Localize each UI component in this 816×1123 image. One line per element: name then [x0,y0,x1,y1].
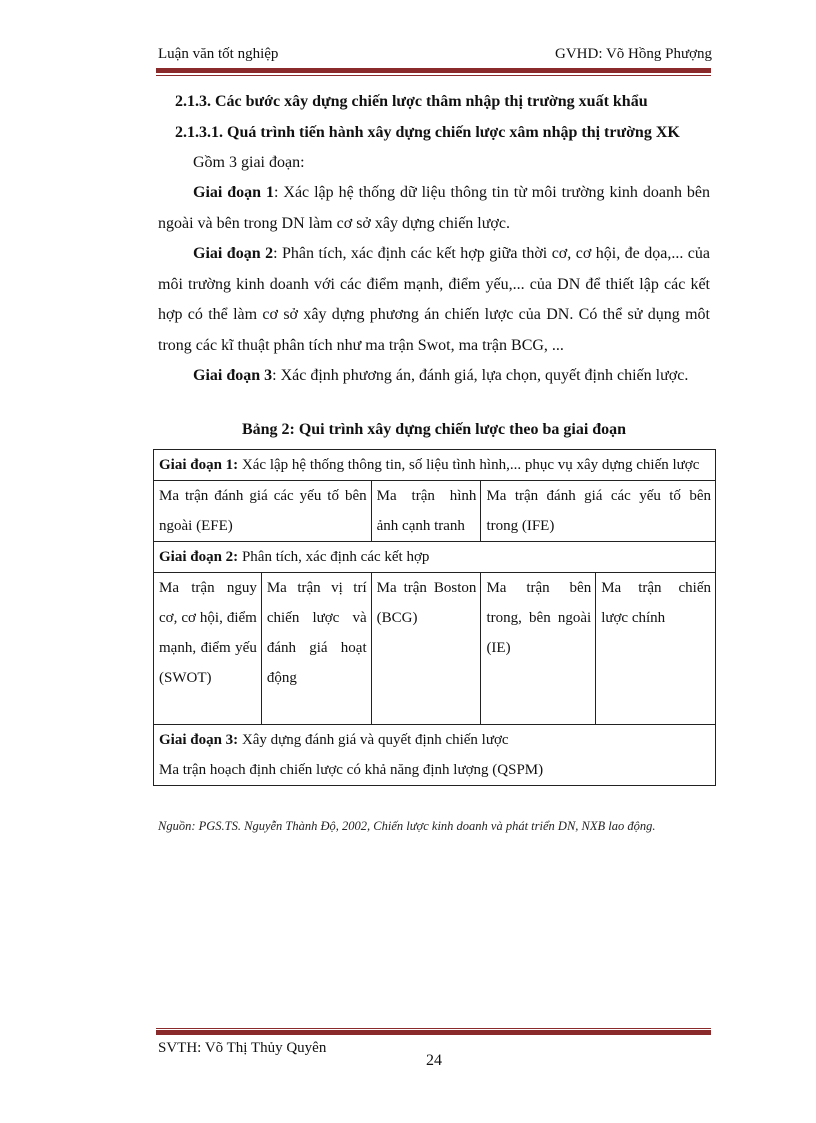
ife-cell: Ma trận đánh giá các yếu tố bên trong (IFE) [481,481,716,542]
stage3-paragraph [158,361,710,392]
stage3-cell-line1 [159,725,711,755]
stage2-cell-label: Giai đoạn 2: [159,549,239,565]
paragraph-stage1 [158,178,710,239]
table-row [154,542,716,573]
stage1-text: : Xác lập hệ thống dữ liệu thông tin từ môi trường kinh doanh bên ngoài và bên trong DN làm cơ sở xây dựng chiến lược. [158,184,710,232]
stage3-text: : Xác định phương án, đánh giá, lựa chọn, quyết định chiến lược. [272,367,689,384]
stage3-label: Giai đoạn 3 [193,367,273,384]
footer-rule [156,1030,711,1035]
space-cell: Ma trận vị trí chiến lược và đánh giá hoạt động [261,573,371,725]
table-row [154,573,716,725]
header-rule-thin [156,75,711,76]
stage1-label: Giai đoạn 1 [193,184,275,201]
subsection-heading: 2.1.3.1. Quá trình tiến hành xây dựng chiến lược xâm nhập thị trường XK [175,124,680,141]
stage2-text: : Phân tích, xác định các kết hợp giữa thời cơ, cơ hội, đe dọa,... của môi trường kinh doanh với các điểm mạnh, điểm yếu,... của DN để thiết lập các kết hợp có thể làm cơ sở xây dựng phương án chiến lược của DN. Có thể sử dụng môt trong các kĩ thuật phân tích như ma trận Swot, ma trận BCG, ... [158,245,710,354]
table-row [154,725,716,786]
footer-author: SVTH: Võ Thị Thủy Quyên [158,1040,327,1056]
stage3-cell [154,725,716,786]
stage1-paragraph [158,178,710,239]
efe-cell: Ma trận đánh giá các yếu tố bên ngoài (EFE) [154,481,372,542]
page-number: 24 [426,1052,442,1069]
table-row [154,481,716,542]
swot-cell: Ma trận nguy cơ, cơ hội, điểm mạnh, điểm yếu (SWOT) [154,573,262,725]
paragraph-intro [158,148,710,179]
stage2-cell [154,542,716,573]
grand-strategy-cell: Ma trận chiến lược chính [596,573,716,725]
qspm-line: Ma trận hoạch định chiến lược có khả năng định lượng (QSPM) [159,762,544,778]
intro-text: Gồm 3 giai đoạn: [193,154,305,171]
stage2-paragraph [158,239,710,361]
ie-cell: Ma trận bên trong, bên ngoài (IE) [481,573,596,725]
header-right: GVHD: Võ Hồng Phượng [555,46,713,62]
competitive-profile-cell: Ma trận hình ảnh cạnh tranh [371,481,481,542]
header-rule [156,68,711,73]
paragraph-stage3 [158,361,710,392]
stage2-cell-text: Phân tích, xác định các kết hợp [238,549,430,565]
stage1-cell [154,450,716,481]
stage2-label: Giai đoạn 2 [193,245,274,262]
stage3-cell-text: Xây dựng đánh giá và quyết định chiến lược [238,732,509,748]
paragraph-stage2 [158,239,710,361]
table-row [154,450,716,481]
header-left: Luận văn tốt nghiệp [158,46,279,62]
stage3-cell-label: Giai đoạn 3: [159,732,239,748]
bcg-cell: Ma trận Boston (BCG) [371,573,481,725]
strategy-process-table [153,449,716,786]
table-caption: Bảng 2: Qui trình xây dựng chiến lược theo ba giai đoạn [241,421,627,438]
source-note: Nguồn: PGS.TS. Nguyễn Thành Độ, 2002, Chiến lược kinh doanh và phát triển DN, NXB lao động. [158,819,656,833]
stage1-cell-label: Giai đoạn 1: [159,457,239,473]
footer-rule-thin [156,1028,711,1029]
section-heading: 2.1.3. Các bước xây dựng chiến lược thâm nhập thị trường xuất khẩu [175,93,648,110]
stage1-cell-text: Xác lập hệ thống thông tin, số liệu tình hình,... phục vụ xây dựng chiến lược [238,457,700,473]
